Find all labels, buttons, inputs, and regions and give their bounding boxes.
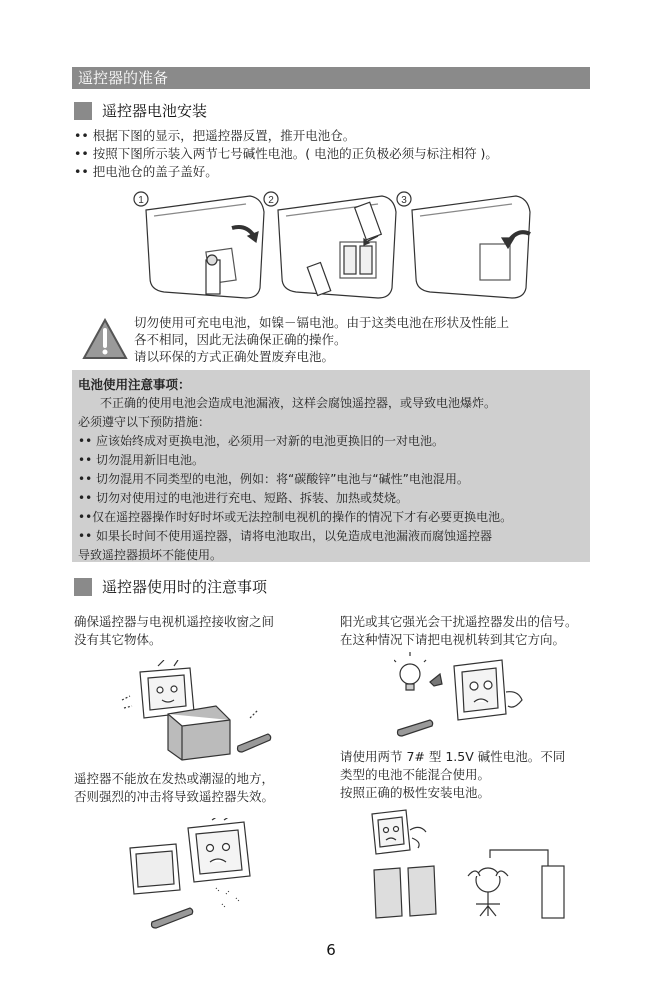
usage-note-strong-light: 阳光或其它强光会干扰遥控器发出的信号。 在这种情况下请把电视机转到其它方向。: [340, 614, 578, 647]
notice-item: •• 如果长时间不使用遥控器，请将电池取出，以免造成电池漏液而腐蚀遥控器: [78, 529, 492, 543]
warning-triangle-icon: [82, 318, 128, 360]
notice-item: •• 切勿对使用过的电池进行充电、短路、拆装、加热或焚烧。: [78, 491, 408, 505]
section-heading-battery-install: [74, 100, 207, 121]
section-marker-square: [74, 102, 92, 120]
battery-type-illustration: [360, 806, 580, 930]
section-heading-usage-notes: [74, 576, 267, 597]
list-item: •• 把电池仓的盖子盖好。: [74, 163, 498, 181]
page-number: 6: [326, 941, 336, 959]
install-steps-list: [74, 127, 498, 181]
remote-illustration-step-3: [412, 196, 530, 298]
section-heading-text: 遥控器电池安装: [102, 102, 208, 120]
tv-strong-light-illustration: [394, 652, 530, 742]
warning-line: 切勿使用可充电电池，如镍－镉电池。由于这类电池在形状及性能上: [134, 315, 510, 330]
notice-item: 导致遥控器损坏不能使用。: [78, 548, 223, 562]
step-number: 2: [268, 195, 274, 206]
notice-item: •• 切勿混用新旧电池。: [78, 453, 204, 467]
list-item: •• 按照下图所示装入两节七号碱性电池。( 电池的正负极必须与标注相符 )。: [74, 145, 498, 163]
usage-note-heat-humidity: 遥控器不能放在发热或潮湿的地方， 否则强烈的冲击将导致遥控器失效。: [74, 771, 275, 804]
notice-intro: 不正确的使用电池会造成电池漏液，这样会腐蚀遥控器，或导致电池爆炸。: [100, 396, 497, 410]
section-marker-square: [74, 578, 92, 596]
step-number: 3: [401, 195, 407, 206]
usage-note-obstruction: 确保遥控器与电视机遥控接收窗之间 没有其它物体。: [74, 614, 275, 647]
notice-intro: 必须遵守以下预防措施：: [78, 415, 211, 429]
warning-line: 请以环保的方式正确处置废弃电池。: [134, 349, 335, 364]
tv-heat-humidity-illustration: [126, 818, 278, 930]
section-heading-text: 遥控器使用时的注意事项: [102, 578, 268, 596]
usage-note-battery-type: 请使用两节 7# 型 1.5V 碱性电池。不同 类型的电池不能混合使用。 按照正确的极性安装电池。: [340, 749, 566, 800]
page-title-bar: [72, 67, 590, 89]
tv-obstruction-illustration: [118, 660, 278, 762]
remote-illustration-step-1: [146, 196, 264, 298]
remote-illustration-step-2: [278, 196, 396, 298]
page-title: 遥控器的准备: [78, 69, 169, 87]
notice-item: •• 应该始终成对更换电池，必须用一对新的电池更换旧的一对电池。: [78, 434, 444, 448]
list-item: •• 根据下图的显示，把遥控器反置，推开电池仓。: [74, 127, 498, 145]
notice-item: •• 切勿混用不同类型的电池，例如：将“碳酸锌”电池与“碱性”电池混用。: [78, 472, 469, 486]
battery-notice-box: [72, 370, 590, 562]
battery-installation-figure: [128, 190, 540, 302]
warning-line: 各不相同，因此无法确保正确的操作。: [134, 332, 347, 347]
battery-warning-text: [134, 314, 509, 365]
notice-item: ••仅在遥控器操作时好时坏或无法控制电视机的操作的情况下才有必要更换电池。: [78, 510, 513, 524]
step-number: 1: [138, 195, 144, 206]
notice-heading: 电池使用注意事项：: [78, 377, 191, 392]
